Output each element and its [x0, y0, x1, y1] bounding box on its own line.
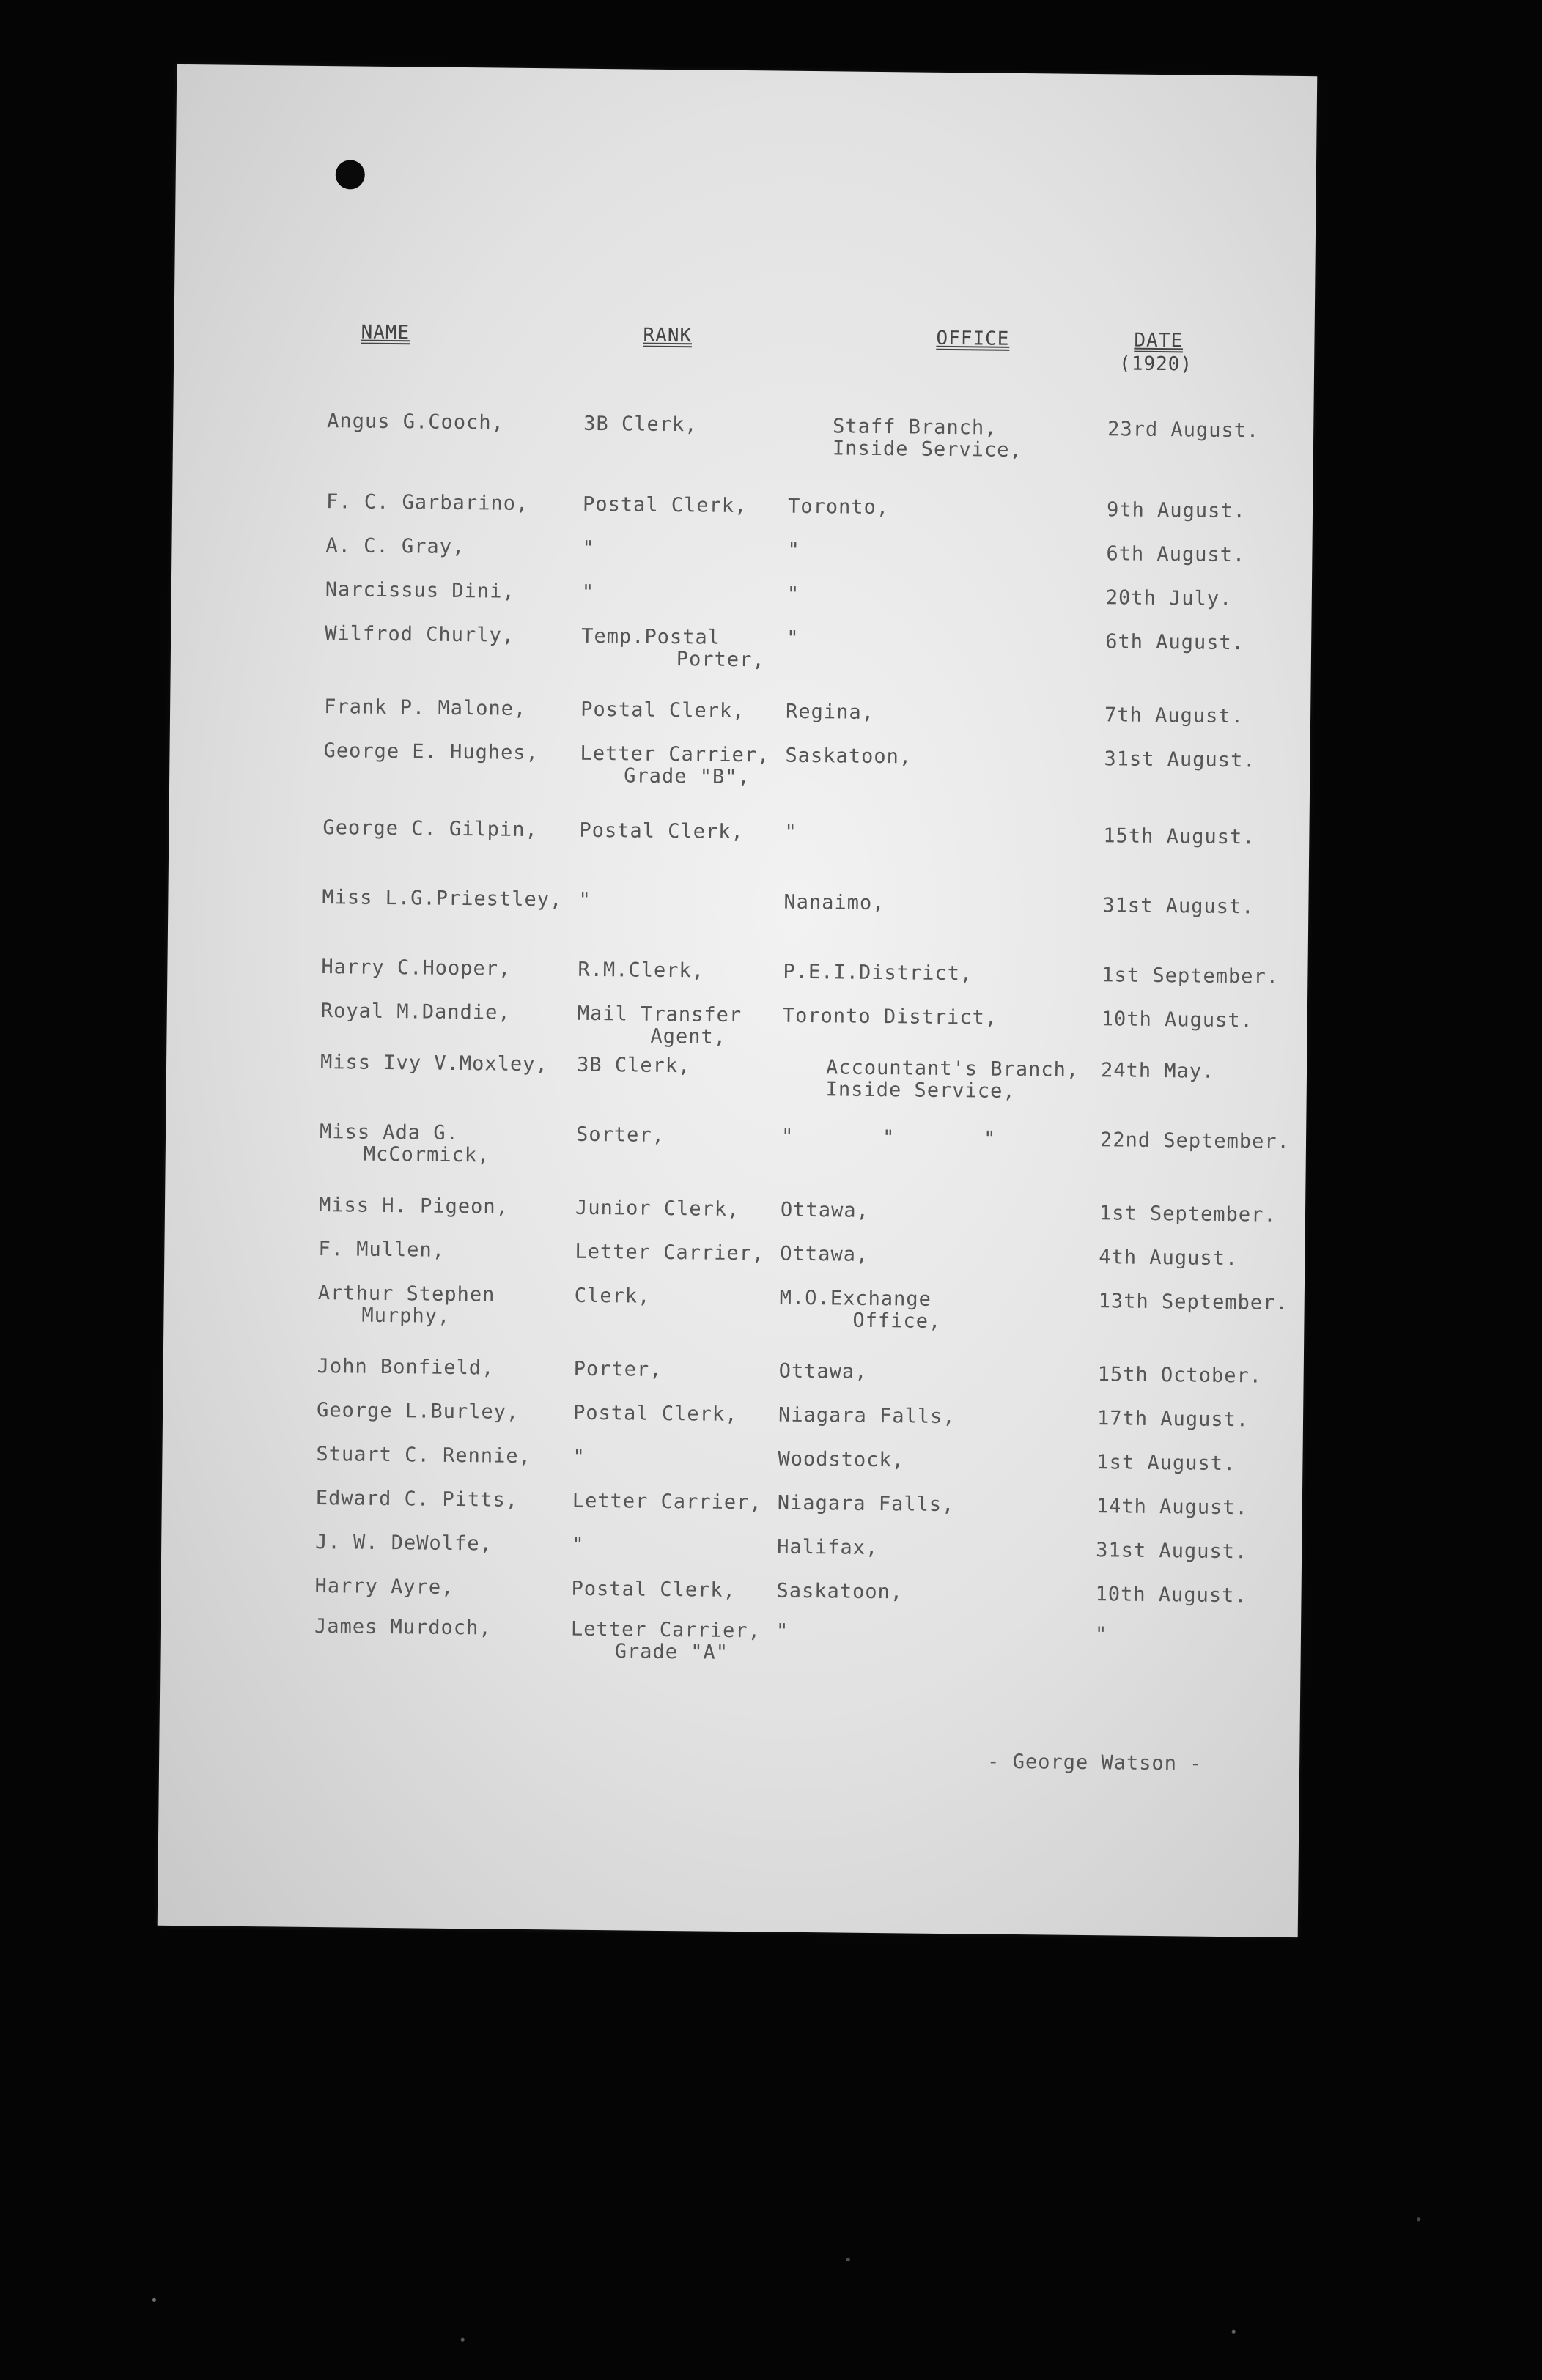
- office-cell: [781, 1126, 997, 1150]
- table-row: [163, 1442, 1303, 1476]
- date-cell: 1st September.: [1099, 1202, 1277, 1227]
- office-cell: [786, 701, 874, 724]
- name-cell: [318, 1238, 445, 1262]
- rank-line: Letter Carrier,: [570, 1617, 761, 1643]
- rank-line: Postal Clerk,: [579, 818, 744, 844]
- office-line: Niagara Falls,: [778, 1403, 956, 1429]
- table-row: [167, 999, 1307, 1049]
- office-cell: [777, 1537, 878, 1559]
- office-line: Woodstock,: [778, 1447, 905, 1472]
- office-line: Ottawa,: [780, 1198, 869, 1222]
- office-cell: [784, 822, 797, 844]
- office-line: Niagara Falls,: [777, 1491, 955, 1517]
- office-line: Regina,: [785, 700, 875, 724]
- name-cell: [315, 1531, 493, 1556]
- date-cell: 31st August.: [1104, 747, 1256, 772]
- office-cell: [779, 1287, 941, 1333]
- name-cell: [325, 579, 515, 603]
- rank-cell: [582, 582, 595, 604]
- table-row: [172, 533, 1313, 567]
- table-row: [165, 1237, 1305, 1271]
- date-cell: 4th August.: [1099, 1246, 1239, 1271]
- name-line: Stuart C. Rennie,: [316, 1443, 531, 1468]
- table-row: [166, 1120, 1306, 1167]
- header-name: NAME: [361, 321, 410, 344]
- name-cell: [317, 1400, 519, 1424]
- office-line: ": [784, 821, 797, 844]
- table-row: [169, 885, 1309, 919]
- office-line: Inside Service,: [832, 437, 1022, 462]
- rank-cell: [571, 1619, 761, 1665]
- rank-cell: [580, 743, 770, 789]
- rank-line: 3B Clerk,: [583, 412, 698, 437]
- rank-cell: [583, 494, 748, 517]
- header-office: OFFICE: [936, 327, 1010, 350]
- name-cell: [322, 887, 562, 911]
- office-line: Staff Branch,: [833, 415, 997, 440]
- rank-line: Porter,: [573, 1357, 663, 1381]
- office-cell: [778, 1493, 955, 1517]
- table-row: [165, 1193, 1305, 1227]
- office-line: Accountant's Branch,: [825, 1056, 1080, 1082]
- header-date-year: (1920): [1118, 352, 1193, 376]
- name-cell: [316, 1488, 518, 1512]
- office-line: Ottawa,: [778, 1359, 868, 1383]
- name-line: Murphy,: [361, 1304, 451, 1328]
- name-line: Miss H. Pigeon,: [318, 1194, 509, 1219]
- table-row: [161, 1530, 1302, 1564]
- document-page: [158, 64, 1318, 1937]
- rank-line: Mail Transfer: [577, 1002, 742, 1027]
- office-line: Inside Service,: [825, 1078, 1016, 1103]
- rank-cell: [576, 1124, 665, 1147]
- name-line: Narcissus Dini,: [325, 578, 515, 603]
- rank-line: Letter Carrier,: [575, 1240, 765, 1265]
- rank-line: ": [581, 580, 595, 604]
- name-line: Miss Ada G.: [319, 1120, 460, 1145]
- table-row: [173, 409, 1313, 462]
- signature: - George Watson -: [986, 1750, 1203, 1775]
- name-cell: [325, 623, 514, 647]
- rank-line: ": [572, 1533, 585, 1556]
- name-cell: [317, 1356, 495, 1380]
- office-line: P.E.I.District,: [783, 960, 973, 986]
- rank-cell: [578, 959, 704, 983]
- date-cell: 31st August.: [1102, 894, 1255, 919]
- rank-cell: [580, 699, 745, 722]
- office-line: Toronto District,: [782, 1004, 998, 1030]
- name-cell: [326, 491, 528, 515]
- office-cell: [783, 892, 885, 914]
- rank-cell: [572, 1534, 585, 1556]
- name-cell: [323, 740, 539, 764]
- office-cell: [787, 584, 800, 606]
- office-line: " " ": [781, 1125, 997, 1150]
- office-line: Saskatoon,: [776, 1579, 904, 1604]
- rank-cell: [575, 1197, 740, 1221]
- name-cell: [324, 696, 526, 720]
- rank-line: Grade "B",: [624, 764, 750, 789]
- table-row: [168, 955, 1308, 988]
- date-cell: 1st September.: [1102, 964, 1280, 988]
- name-cell: [321, 1000, 511, 1024]
- office-cell: [789, 415, 1022, 462]
- name-cell: [319, 1194, 509, 1219]
- date-cell: 23rd August.: [1107, 418, 1260, 443]
- rank-cell: [579, 820, 744, 843]
- office-cell: [781, 1200, 869, 1222]
- rank-cell: [575, 1241, 764, 1265]
- table-row: [170, 739, 1310, 789]
- name-line: Frank P. Malone,: [324, 695, 527, 720]
- rank-cell: [572, 1490, 762, 1515]
- name-cell: [325, 535, 465, 558]
- punch-hole: [336, 160, 365, 189]
- table-row: [163, 1398, 1303, 1432]
- name-line: A. C. Gray,: [325, 534, 465, 559]
- office-line: Toronto,: [787, 495, 890, 520]
- office-cell: [787, 540, 800, 562]
- rank-cell: [583, 413, 698, 437]
- rank-cell: [578, 890, 591, 912]
- rank-cell: [571, 1578, 736, 1602]
- date-cell: 20th July.: [1105, 586, 1233, 611]
- name-line: James Murdoch,: [314, 1615, 492, 1640]
- office-line: ": [786, 627, 800, 650]
- date-cell: 10th August.: [1101, 1008, 1253, 1032]
- table-row: [171, 621, 1311, 672]
- office-line: Halifax,: [777, 1535, 879, 1560]
- date-cell: 15th August.: [1103, 824, 1255, 849]
- rank-line: Sorter,: [575, 1123, 665, 1147]
- name-line: Angus G.Cooch,: [327, 410, 504, 435]
- date-cell: 1st August.: [1096, 1451, 1236, 1476]
- name-line: John Bonfield,: [317, 1355, 495, 1380]
- rank-line: Postal Clerk,: [582, 492, 748, 518]
- date-cell: ": [1094, 1623, 1108, 1647]
- rank-cell: [577, 1054, 691, 1078]
- table-row: [161, 1614, 1301, 1664]
- rank-cell: [574, 1359, 663, 1381]
- rank-line: Letter Carrier,: [572, 1489, 762, 1515]
- office-cell: [776, 1581, 903, 1604]
- table-row: [163, 1354, 1304, 1388]
- date-cell: 31st August.: [1096, 1539, 1248, 1564]
- table-row: [170, 695, 1310, 728]
- name-line: Harry C.Hooper,: [321, 956, 512, 980]
- date-cell: 13th September.: [1098, 1290, 1288, 1315]
- rank-line: 3B Clerk,: [576, 1053, 691, 1078]
- rank-cell: [581, 626, 765, 672]
- date-cell: 17th August.: [1096, 1407, 1250, 1432]
- date-cell: 10th August.: [1095, 1583, 1247, 1608]
- rank-line: Temp.Postal: [581, 624, 721, 649]
- header-rank: RANK: [643, 324, 693, 347]
- office-line: M.O.Exchange: [779, 1286, 932, 1311]
- office-line: ": [787, 539, 800, 562]
- rank-cell: [575, 1285, 651, 1308]
- office-line: Nanaimo,: [783, 890, 885, 915]
- office-cell: [785, 745, 912, 769]
- table-row: [172, 489, 1313, 523]
- rank-line: Postal Clerk,: [580, 698, 745, 723]
- name-line: J. W. DeWolfe,: [315, 1531, 493, 1556]
- table-row: [161, 1574, 1302, 1608]
- name-cell: [316, 1444, 531, 1468]
- rank-line: Grade "A": [614, 1640, 729, 1664]
- office-cell: [782, 1057, 1080, 1104]
- rank-line: ": [578, 888, 591, 912]
- name-cell: [321, 956, 511, 980]
- rank-cell: [582, 538, 595, 560]
- rank-line: Postal Clerk,: [571, 1577, 737, 1603]
- rank-line: Clerk,: [574, 1284, 651, 1308]
- rank-line: R.M.Clerk,: [578, 958, 705, 983]
- date-cell: 6th August.: [1106, 542, 1246, 567]
- name-cell: [320, 1121, 490, 1167]
- rank-line: Junior Clerk,: [575, 1196, 740, 1222]
- office-cell: [786, 628, 800, 650]
- table-row: [171, 577, 1312, 611]
- date-cell: 9th August.: [1106, 498, 1247, 523]
- table-row: [166, 1050, 1307, 1103]
- office-line: Ottawa,: [780, 1242, 869, 1266]
- rank-line: Porter,: [676, 648, 765, 672]
- office-cell: [783, 1005, 998, 1030]
- office-line: ": [775, 1619, 789, 1643]
- name-cell: [327, 410, 504, 435]
- name-line: Arthur Stephen: [317, 1282, 495, 1307]
- rank-line: Postal Clerk,: [572, 1401, 738, 1427]
- date-cell: 22nd September.: [1099, 1128, 1291, 1153]
- rank-cell: [572, 1446, 586, 1468]
- name-line: Harry Ayre,: [314, 1575, 454, 1599]
- date-cell: 14th August.: [1096, 1495, 1249, 1520]
- name-line: George C. Gilpin,: [322, 816, 538, 842]
- name-line: Miss L.G.Priestley,: [322, 886, 563, 912]
- office-cell: [783, 961, 973, 986]
- table-row: [164, 1281, 1305, 1333]
- rank-line: ": [582, 536, 595, 560]
- date-cell: 7th August.: [1104, 703, 1244, 728]
- office-line: Office,: [852, 1309, 942, 1333]
- date-cell: 15th October.: [1097, 1363, 1263, 1388]
- office-line: ": [786, 583, 800, 606]
- office-cell: [776, 1621, 789, 1643]
- office-cell: [780, 1243, 868, 1266]
- rank-cell: [573, 1402, 738, 1426]
- table-row: [162, 1486, 1302, 1520]
- date-cell: 6th August.: [1104, 630, 1245, 655]
- name-cell: [314, 1575, 454, 1599]
- name-cell: [322, 817, 538, 841]
- name-cell: [317, 1282, 495, 1328]
- name-line: Edward C. Pitts,: [315, 1487, 519, 1512]
- name-line: Miss Ivy V.Moxley,: [320, 1051, 548, 1076]
- office-cell: [778, 1405, 956, 1429]
- film-dust: [0, 1978, 1542, 2380]
- name-cell: [320, 1052, 548, 1076]
- name-line: George L.Burley,: [316, 1399, 520, 1424]
- name-line: Wilfrod Churly,: [325, 622, 515, 647]
- name-line: F. C. Garbarino,: [325, 490, 529, 515]
- name-line: McCormick,: [363, 1142, 490, 1167]
- name-cell: [314, 1616, 492, 1640]
- office-cell: [778, 1449, 904, 1472]
- name-line: F. Mullen,: [318, 1238, 446, 1262]
- office-cell: [788, 496, 889, 519]
- table-row: [169, 816, 1310, 849]
- date-cell: 24th May.: [1100, 1059, 1215, 1083]
- office-cell: [779, 1361, 868, 1383]
- name-line: Royal M.Dandie,: [320, 999, 511, 1024]
- rank-line: ": [572, 1445, 586, 1468]
- rank-line: Agent,: [650, 1024, 727, 1049]
- header-date: DATE: [1134, 329, 1184, 352]
- rank-cell: [577, 1003, 742, 1049]
- rank-line: Letter Carrier,: [580, 742, 770, 767]
- name-line: George E. Hughes,: [323, 739, 539, 765]
- office-line: Saskatoon,: [785, 744, 912, 769]
